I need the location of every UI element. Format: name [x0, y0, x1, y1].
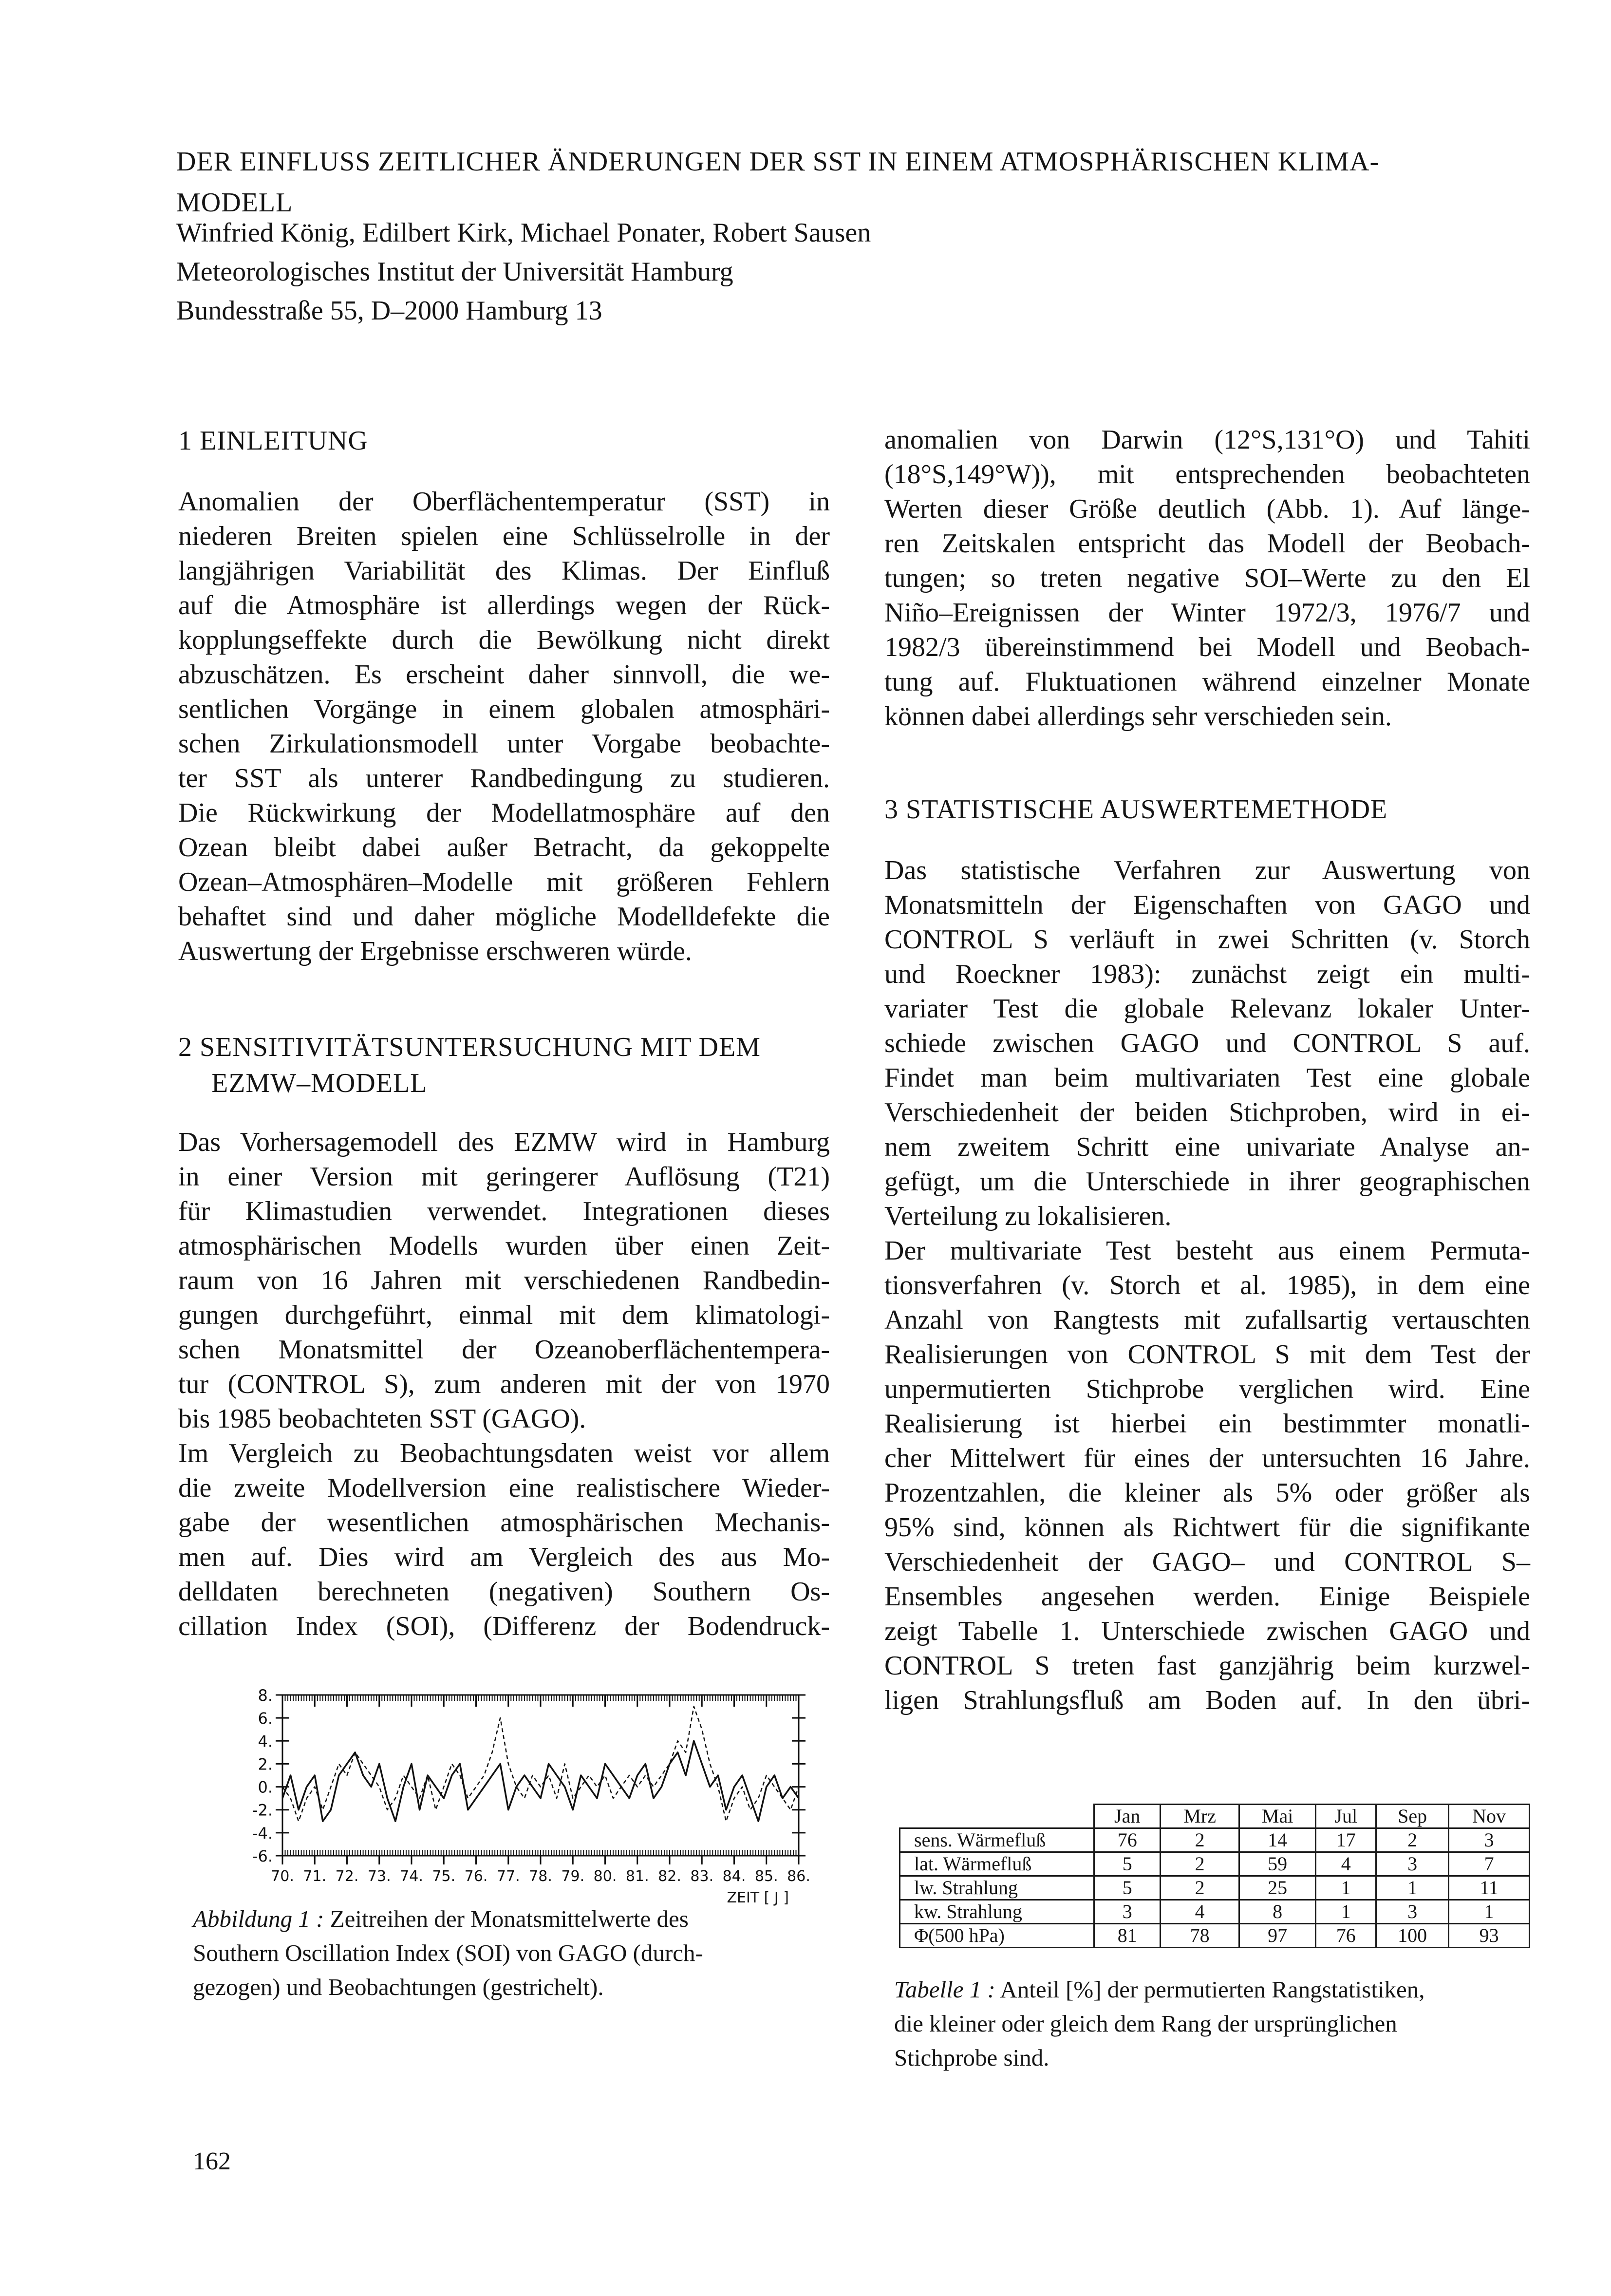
text-line: variater Test die globale Relevanz lokaler Unter- [884, 994, 1530, 1024]
text-line: Ozean bleibt dabei außer Betracht, da gekoppelte [178, 832, 830, 863]
text-line: CONTROL S verläuft in zwei Schritten (v. Storch [884, 924, 1530, 955]
text-line: cher Mittelwert für eines der untersuchten 16 Jahre. [884, 1443, 1530, 1473]
text-line: Das Vorhersagemodell des EZMW wird in Hamburg [178, 1127, 830, 1157]
table-cell: 2 [1161, 1876, 1239, 1900]
table-cell: 81 [1094, 1924, 1161, 1948]
x-tick-label: 86. [787, 1868, 810, 1885]
text-line: und Roeckner 1983): zunächst zeigt ein multi- [884, 959, 1530, 989]
text-line: Das statistische Verfahren zur Auswertung von [884, 855, 1530, 885]
text-line: 95% sind, können als Richtwert für die signifikante [884, 1512, 1530, 1543]
text-line: niederen Breiten spielen eine Schlüsselrolle in der [178, 521, 830, 551]
text-line: können dabei allerdings sehr verschieden sein. [884, 701, 1392, 732]
text-line: Die Rückwirkung der Modellatmosphäre auf den [178, 798, 830, 828]
author-block [176, 213, 1491, 330]
table-header-cell: Jul [1316, 1805, 1376, 1828]
table-row-label: kw. Strahlung [900, 1900, 1094, 1924]
table-cell: 76 [1316, 1924, 1376, 1948]
text-line: Realisierungen von CONTROL S mit dem Test der [884, 1339, 1530, 1370]
table-1-caption [894, 1973, 1537, 2075]
table-cell: 17 [1316, 1828, 1376, 1852]
y-tick-label: -4. [252, 1824, 273, 1843]
y-tick-label: 8. [258, 1686, 273, 1705]
text-line: Prozentzahlen, die kleiner als 5% oder größer als [884, 1478, 1530, 1508]
text-line: Anzahl von Rangtests mit zufallsartig vertauschten [884, 1305, 1530, 1335]
table-cell: 4 [1316, 1852, 1376, 1876]
section-2-heading-line-2: EZMW–MODELL [211, 1068, 428, 1098]
table-header-cell: Mai [1239, 1805, 1315, 1828]
series-gago-line [282, 1741, 799, 1821]
text-line: ter SST als unterer Randbedingung zu studieren. [178, 763, 830, 793]
table-cell: 7 [1449, 1852, 1530, 1876]
text-line: auf die Atmosphäre ist allerdings wegen der Rück- [178, 590, 830, 621]
table-row [900, 1924, 1530, 1948]
x-tick-label: 73. [367, 1868, 391, 1885]
chart-axes [282, 1695, 799, 1856]
x-tick-label: 72. [335, 1868, 359, 1885]
text-line: langjährigen Variabilität des Klimas. Der Einfluß [178, 556, 830, 586]
text-line: tungen; so treten negative SOI–Werte zu den El [884, 563, 1530, 593]
table-cell: 25 [1239, 1876, 1315, 1900]
caption-line: die kleiner oder gleich dem Rang der ursprünglichen [894, 2010, 1397, 2037]
table-cell: 1 [1316, 1900, 1376, 1924]
x-tick-label: 83. [690, 1868, 714, 1885]
text-line: gefügt, um die Unterschiede in ihrer geographischen [884, 1167, 1530, 1197]
table-cell: 2 [1376, 1828, 1449, 1852]
caption-line: Stichprobe sind. [894, 2044, 1049, 2071]
text-line: schiede zwischen GAGO und CONTROL S auf. [884, 1028, 1530, 1058]
y-tick-label: 0. [258, 1778, 273, 1797]
table-header-cell: Jan [1094, 1805, 1161, 1828]
y-tick-label: 6. [258, 1709, 273, 1728]
table-cell: 2 [1161, 1828, 1239, 1852]
x-tick-label: 85. [754, 1868, 778, 1885]
text-line: in einer Version mit geringerer Auflösung (T21) [178, 1162, 830, 1192]
x-tick-label: 81. [625, 1868, 649, 1885]
section-2-continuation [884, 423, 1530, 734]
caption-line: Anteil [%] der permutierten Rangstatistiken, [995, 1976, 1425, 2003]
text-line: 1982/3 übereinstimmend bei Modell und Beobach- [884, 632, 1530, 662]
table-corner-cell [900, 1805, 1094, 1828]
table-row-label: lw. Strahlung [900, 1876, 1094, 1900]
table-row [900, 1828, 1530, 1852]
x-tick-label: 70. [271, 1868, 294, 1885]
section-2-heading [178, 1029, 761, 1101]
section-2-heading-line-1: 2 SENSITIVITÄTSUNTERSUCHUNG MIT DEM [178, 1032, 761, 1062]
paper-title-line-2: MODELL [176, 188, 293, 218]
x-tick-label: 82. [658, 1868, 681, 1885]
table-cell: 1 [1449, 1900, 1530, 1924]
text-line: CONTROL S treten fast ganzjährig beim kurzwel- [884, 1651, 1530, 1681]
chart-series [282, 1707, 799, 1822]
text-line: Ensembles angesehen werden. Einige Beispiele [884, 1581, 1530, 1612]
text-line: tionsverfahren (v. Storch et al. 1985), in dem eine [884, 1270, 1530, 1300]
table-cell: 5 [1094, 1876, 1161, 1900]
table-row [900, 1900, 1530, 1924]
table-cell: 2 [1161, 1852, 1239, 1876]
table-cell: 14 [1239, 1828, 1315, 1852]
table-cell: 1 [1376, 1876, 1449, 1900]
y-tick-label: 2. [258, 1755, 273, 1774]
table-header-cell: Nov [1449, 1805, 1530, 1828]
table-header-row [900, 1805, 1530, 1828]
text-line: Realisierung ist hierbei ein bestimmter monatli- [884, 1409, 1530, 1439]
text-line: Auswertung der Ergebnisse erschweren würde. [178, 936, 692, 966]
table-cell: 11 [1449, 1876, 1530, 1900]
text-line: behaftet sind und daher mögliche Modelldefekte die [178, 902, 830, 932]
text-line: sentlichen Vorgänge in einem globalen atmosphäri- [178, 694, 830, 724]
section-1-body [178, 485, 830, 969]
text-line: kopplungseffekte durch die Bewölkung nicht direkt [178, 625, 830, 655]
caption-line: Zeitreihen der Monatsmittelwerte des [324, 1905, 689, 1932]
author-names: Winfried König, Edilbert Kirk, Michael Ponater, Robert Sausen [176, 218, 871, 248]
table-1 [899, 1804, 1530, 1948]
text-line: ligen Strahlungsfluß am Boden auf. In den übri- [884, 1685, 1530, 1715]
page-number: 162 [193, 2147, 231, 2175]
text-line: gungen durchgeführt, einmal mit dem klimatologi- [178, 1300, 830, 1330]
table-cell: 76 [1094, 1828, 1161, 1852]
text-line: Werten dieser Größe deutlich (Abb. 1). Auf länge- [884, 494, 1530, 524]
paper-title-line-1: DER EINFLUSS ZEITLICHER ÄNDERUNGEN DER SST IN EINEM ATMOSPHÄRISCHEN KLIMA- [176, 147, 1380, 177]
section-2-body [178, 1125, 830, 1644]
section-3-body [884, 853, 1530, 1718]
table-row-label: sens. Wärmefluß [900, 1828, 1094, 1852]
y-tick-label: -6. [252, 1847, 273, 1865]
text-line: nem zweitem Schritt eine univariate Analyse an- [884, 1132, 1530, 1162]
text-line: Ozean–Atmosphären–Modelle mit größeren Fehlern [178, 867, 830, 897]
x-tick-label: 71. [303, 1868, 327, 1885]
text-line: die zweite Modellversion eine realistischere Wieder- [178, 1473, 830, 1503]
x-tick-label: 84. [722, 1868, 746, 1885]
table-header-cell: Sep [1376, 1805, 1449, 1828]
text-line: tur (CONTROL S), zum anderen mit der von 1970 [178, 1369, 830, 1399]
text-line: für Klimastudien verwendet. Integrationen dieses [178, 1196, 830, 1226]
text-line: Verschiedenheit der beiden Stichproben, wird in ei- [884, 1097, 1530, 1128]
text-line: unpermutierten Stichprobe verglichen wird. Eine [884, 1374, 1530, 1404]
chart-ticks [276, 1695, 806, 1864]
x-tick-label: 79. [561, 1868, 585, 1885]
text-line: Der multivariate Test besteht aus einem Permuta- [884, 1236, 1530, 1266]
section-1-heading: 1 EINLEITUNG [178, 426, 368, 456]
text-line: men auf. Dies wird am Vergleich des aus Mo- [178, 1542, 830, 1572]
text-line: Niño–Ereignissen der Winter 1972/3, 1976/7 und [884, 598, 1530, 628]
table-row-label: Φ(500 hPa) [900, 1924, 1094, 1948]
figure-1-caption [193, 1902, 841, 2004]
text-line: cillation Index (SOI), (Differenz der Bodendruck- [178, 1611, 830, 1641]
y-tick-label: 4. [258, 1732, 273, 1751]
text-line: schen Monatsmittel der Ozeanoberflächentempera- [178, 1335, 830, 1365]
x-tick-label: 77. [496, 1868, 520, 1885]
text-line: ren Zeitskalen entspricht das Modell der Beobach- [884, 528, 1530, 559]
table-cell: 4 [1161, 1900, 1239, 1924]
figure-1-caption-label: Abbildung 1 : [193, 1905, 324, 1932]
table-row-label: lat. Wärmefluß [900, 1852, 1094, 1876]
text-line: abzuschätzen. Es erscheint daher sinnvoll, die we- [178, 659, 830, 690]
text-line: zeigt Tabelle 1. Unterschiede zwischen GAGO und [884, 1616, 1530, 1646]
table-cell: 100 [1376, 1924, 1449, 1948]
text-line: Findet man beim multivariaten Test eine globale [884, 1063, 1530, 1093]
table-cell: 8 [1239, 1900, 1315, 1924]
table-cell: 3 [1094, 1900, 1161, 1924]
plot-frame [282, 1695, 799, 1856]
text-line: Monatsmitteln der Eigenschaften von GAGO und [884, 890, 1530, 920]
table-cell: 3 [1376, 1900, 1449, 1924]
table-row [900, 1852, 1530, 1876]
text-line: tung auf. Fluktuationen während einzelner Monate [884, 667, 1530, 697]
text-line: gabe der wesentlichen atmosphärischen Mechanis- [178, 1507, 830, 1538]
text-line: schen Zirkulationsmodell unter Vorgabe beobachte- [178, 729, 830, 759]
section-3-heading: 3 STATISTISCHE AUSWERTEMETHODE [884, 794, 1388, 825]
text-line: Im Vergleich zu Beobachtungsdaten weist vor allem [178, 1438, 830, 1468]
x-tick-label: 74. [400, 1868, 423, 1885]
x-tick-label: 78. [529, 1868, 552, 1885]
caption-line: Southern Oscillation Index (SOI) von GAGO (durch- [193, 1939, 703, 1966]
table-cell: 78 [1161, 1924, 1239, 1948]
table-cell: 59 [1239, 1852, 1315, 1876]
chart-x-axis-label: ZEIT [ J ] [727, 1889, 789, 1906]
text-line: raum von 16 Jahren mit verschiedenen Randbedin- [178, 1265, 830, 1296]
table-header-cell: Mrz [1161, 1805, 1239, 1828]
institute-name: Meteorologisches Institut der Universität Hamburg [176, 257, 733, 287]
table-cell: 3 [1376, 1852, 1449, 1876]
text-line: Anomalien der Oberflächentemperatur (SST) in [178, 487, 830, 517]
x-tick-label: 75. [432, 1868, 456, 1885]
text-line: delldaten berechneten (negativen) Southern Os- [178, 1577, 830, 1607]
paper-title [176, 141, 1520, 223]
text-line: (18°S,149°W)), mit entsprechenden beobachteten [884, 459, 1530, 489]
x-tick-label: 76. [464, 1868, 488, 1885]
table-cell: 97 [1239, 1924, 1315, 1948]
table-cell: 5 [1094, 1852, 1161, 1876]
caption-line: gezogen) und Beobachtungen (gestrichelt). [193, 1974, 604, 2000]
text-line: anomalien von Darwin (12°S,131°O) und Tahiti [884, 425, 1530, 455]
table-row [900, 1876, 1530, 1900]
text-line: atmosphärischen Modells wurden über einen Zeit- [178, 1231, 830, 1261]
institute-address: Bundesstraße 55, D–2000 Hamburg 13 [176, 296, 602, 326]
y-tick-label: -2. [252, 1801, 273, 1820]
table-cell: 1 [1316, 1876, 1376, 1900]
table-cell: 93 [1449, 1924, 1530, 1948]
table-cell: 3 [1449, 1828, 1530, 1852]
text-line: Verteilung zu lokalisieren. [884, 1201, 1172, 1231]
table-1-caption-label: Tabelle 1 : [894, 1976, 995, 2003]
text-line: bis 1985 beobachteten SST (GAGO). [178, 1404, 586, 1434]
soi-chart [229, 1685, 838, 1906]
text-line: Verschiedenheit der GAGO– und CONTROL S– [884, 1547, 1530, 1577]
x-tick-label: 80. [593, 1868, 617, 1885]
